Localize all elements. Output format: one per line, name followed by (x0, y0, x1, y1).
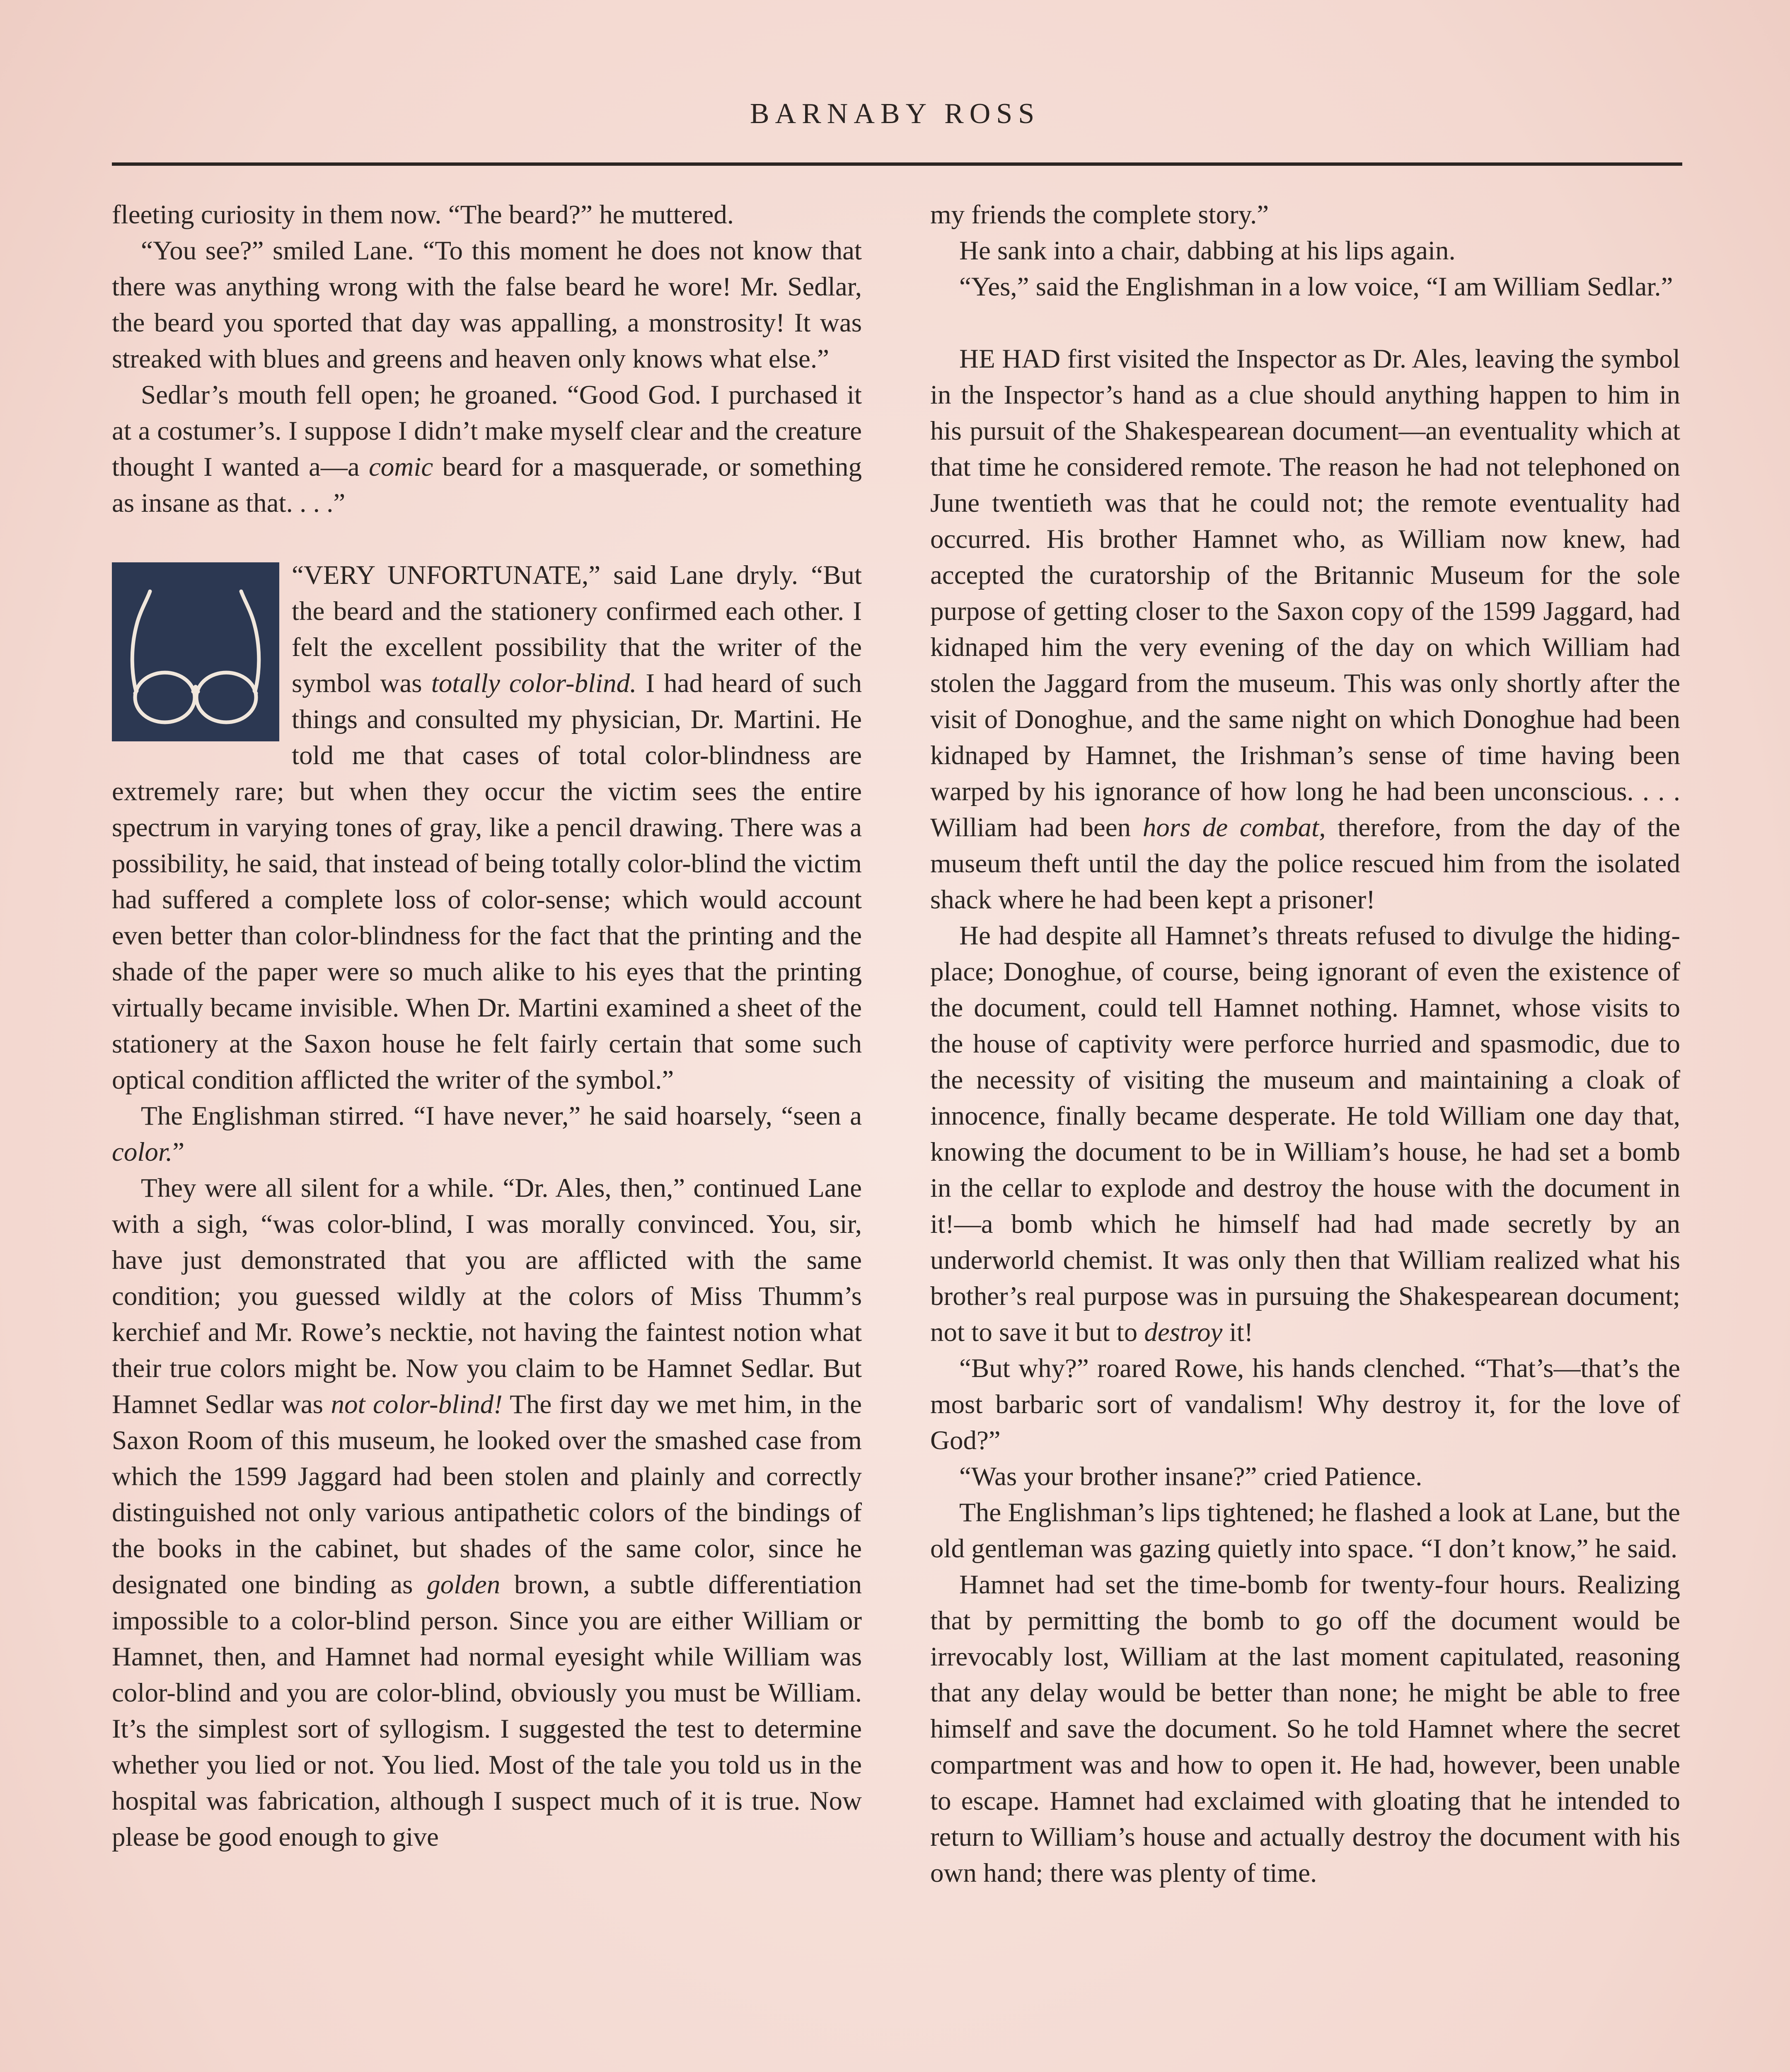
paragraph: He had despite all Hamnet’s threats refused to divulge the hiding-place; Donoghue, of course, being ignorant of even the existence of the document, could tell Hamnet nothing. Hamnet, whose visits to the house of captivity were perforce hurried and spasmodic, due to the necessity of visiting the museum and maintaining a cloak of innocence, finally became desperate. He told William one day that, knowing the document to be in William’s house, he had set a bomb in the cellar to explode and destroy the house with the document in it!—a bomb which he himself had had made secretly by an underworld chemist. It was only then that William realized what his brother’s real purpose was in pursuing the Shakespearean document; not to save it but to destroy it! (930, 921, 1680, 1347)
paragraph: “Was your brother insane?” cried Patience. (959, 1462, 1422, 1491)
paragraph: “Yes,” said the Englishman in a low voice, “I am William Sedlar.” (959, 272, 1673, 302)
paragraph: They were all silent for a while. “Dr. Ales, then,” continued Lane with a sigh, “was color-blind, I was morally convinced. You, sir, have just demonstrated that you are afflicted with the same condition; you guessed wildly at the colors of Miss Thumm’s kerchief and Mr. Rowe’s necktie, not having the faintest notion what their true colors might be. Now you claim to be Hamnet Sedlar. But Hamnet Sedlar was not color-blind! The first day we met him, in the Saxon Room of this museum, he looked over the smashed case from which the 1599 Jaggard had been stolen and plainly and correctly distinguished not only various antipathetic colors of the bindings of the books in the cabinet, but shades of the same color, since he designated one binding as golden brown, a subtle differentiation impossible to a color-blind person. Since you are either William or Hamnet, then, and Hamnet had normal eyesight while William was color-blind and you are color-blind, obviously you must be William. It’s the simplest sort of syllogism. I suggested the test to determine whether you lied or not. You lied. Most of the tale you told us in the hospital was fabrication, although I suspect much of it is true. Now please be good enough to give (112, 1173, 862, 1852)
running-head: BARNABY ROSS (750, 98, 1040, 130)
paragraph: Sedlar’s mouth fell open; he groaned. “Good God. I purchased it at a costumer’s. I suppose I didn’t make myself clear and the creature thought I wanted a—a comic beard for a masquerade, or something as insane as that. . . .” (112, 380, 862, 518)
paragraph: The Englishman stirred. “I have never,” he said hoarsely, “seen a color.” (112, 1101, 862, 1167)
paragraph: “But why?” roared Rowe, his hands clenched. “That’s—that’s the most barbaric sort of vandalism! Why destroy it, for the love of God?” (930, 1353, 1680, 1455)
paragraph: Hamnet had set the time-bomb for twenty-four hours. Realizing that by permitting the bomb to go off the document would be irrevocably lost, William at the last moment capitulated, reasoning that any delay would be better than none; he might be able to free himself and save the document. So he told Hamnet where the secret compartment was and how to open it. He had, however, been unable to escape. Hamnet had exclaimed with gloating that he intended to return to William’s house and actually destroy the document with his own hand; there was plenty of time. (930, 1570, 1680, 1888)
paragraph: “You see?” smiled Lane. “To this moment he does not know that there was anything wrong with the false beard he wore! Mr. Sedlar, the beard you sported that day was appalling, a monstrosity! It was streaked with blues and greens and heaven only knows what else.” (112, 236, 862, 374)
paragraph: The Englishman’s lips tightened; he flashed a look at Lane, but the old gentleman was gazing quietly into space. “I don’t know,” he said. (930, 1498, 1680, 1564)
paragraph: fleeting curiosity in them now. “The beard?” he muttered. (112, 200, 734, 230)
spectacles-icon (112, 562, 279, 741)
paragraph: He sank into a chair, dabbing at his lips again. (959, 236, 1456, 266)
right-column (930, 197, 1680, 1891)
section-paragraph: “VERY UNFORTUNATE,” said Lane dryly. “But the beard and the stationery confirmed each other. I felt the excellent possibility that the writer of the symbol was totally color-blind. I had heard of such things and consulted my physician, Dr. Martini. He told me that cases of total color-blindness are extremely rare; but when they occur the victim sees the entire spectrum in varying tones of gray, like a pencil drawing. There was a possibility, he said, that instead of being totally color-blind the victim had suffered a complete loss of color-sense; which would account even better than color-blindness for the fact that the printing and the shade of the paper were so much alike to his eyes that the printing virtually became invisible. When Dr. Martini examined a sheet of the stationery at the Saxon house he felt fairly certain that some such optical condition afflicted the writer of the symbol.” (112, 560, 862, 1095)
header-rule (112, 162, 1682, 166)
paragraph: my friends the complete story.” (930, 200, 1269, 230)
left-column (112, 197, 862, 1855)
section-paragraph: HE HAD first visited the Inspector as Dr. Ales, leaving the symbol in the Inspector’s hand as a clue should anything happen to him in his pursuit of the Shakespearean document—an eventuality which at that time he considered remote. The reason he had not telephoned on June twentieth was that he could not; the remote eventuality had occurred. His brother Hamnet who, as William now knew, had accepted the curatorship of the Britannic Museum for the sole purpose of getting closer to the Saxon copy of the 1599 Jaggard, had kidnaped him the very evening of the day on which William had stolen the Jaggard from the museum. This was only shortly after the visit of Donoghue, and the same night on which Donoghue had been kidnaped by Hamnet, the Irishman’s sense of time having been warped by his ignorance of how long he had been unconscious. . . . William had been hors de combat, therefore, from the day of the museum theft until the day the police rescued him from the isolated shack where he had been kept a prisoner! (930, 344, 1680, 915)
